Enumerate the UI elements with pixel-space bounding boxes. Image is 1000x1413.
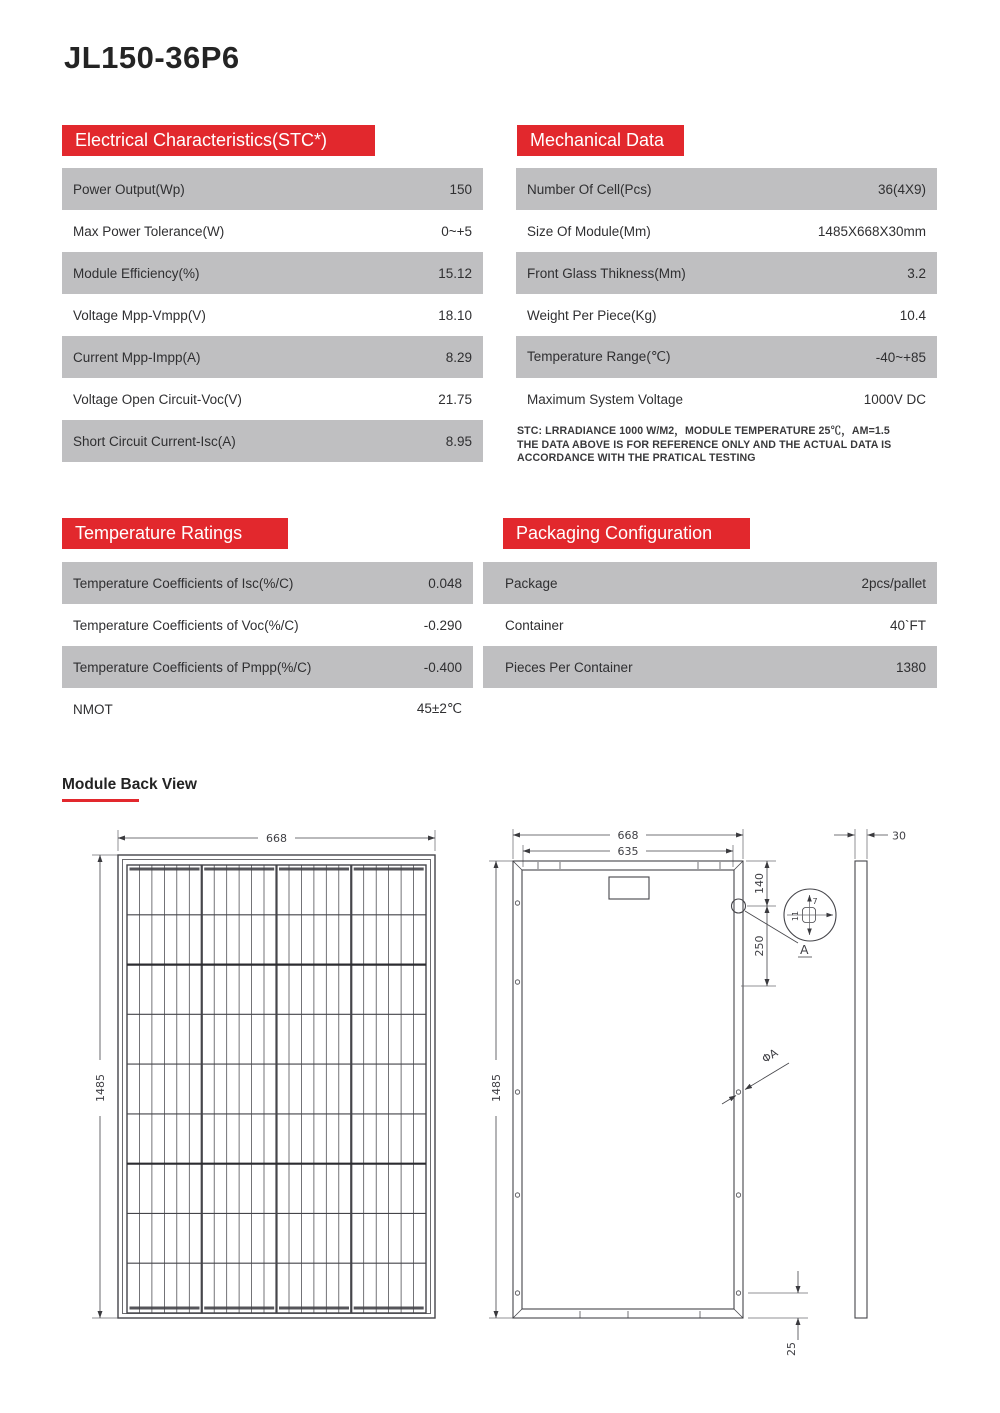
module-grid-view	[92, 830, 435, 1318]
section-header-temperature: Temperature Ratings	[62, 518, 288, 549]
row-value: 150	[449, 181, 472, 197]
frame-back-view	[489, 829, 906, 1357]
table-row	[516, 210, 937, 252]
table-row	[62, 252, 483, 294]
row-label: Front Glass Thikness(Mm)	[527, 265, 686, 281]
row-value: 8.29	[445, 349, 472, 365]
electrical-table	[62, 168, 483, 462]
dim-left-module-height: 1485	[94, 1074, 107, 1102]
row-label: Power Output(Wp)	[73, 181, 185, 197]
dim-slot-height: 11	[791, 910, 800, 922]
table-row	[516, 378, 937, 420]
row-label: Module Efficiency(%)	[73, 265, 200, 281]
temperature-table	[62, 562, 473, 730]
row-label: Pieces Per Container	[505, 659, 633, 675]
bottom-offset-dimension	[748, 1271, 808, 1356]
row-value: 3.2	[907, 265, 926, 281]
row-label: Maximum System Voltage	[527, 391, 684, 407]
row-label: NMOT	[73, 701, 113, 717]
row-value: 21.75	[438, 391, 472, 407]
stc-note	[517, 425, 941, 466]
table-row	[62, 168, 483, 210]
table-row	[62, 210, 483, 252]
rail-tick-marks	[538, 862, 720, 1318]
table-row	[483, 562, 937, 604]
row-value: 40`FT	[889, 617, 926, 633]
dim-left-module-width: 668	[266, 832, 287, 845]
row-label: Temperature Range(℃)	[527, 349, 671, 364]
hole-callout-label: ΦA	[759, 1046, 781, 1066]
row-label: Short Circuit Current-Isc(A)	[73, 433, 236, 449]
dim-bottom-offset: 25	[785, 1342, 798, 1356]
dim-slot-width: 7	[812, 897, 818, 906]
hole-diameter-callout	[722, 1046, 789, 1104]
row-value: 0.048	[428, 575, 462, 591]
row-label: Size Of Module(Mm)	[527, 223, 651, 239]
back-view-title: Module Back View	[62, 776, 197, 793]
row-value: 8.95	[445, 433, 472, 449]
row-value: 0~+5	[441, 223, 472, 239]
table-row	[483, 604, 937, 646]
row-value: -0.400	[423, 659, 462, 675]
row-value: 1380	[895, 659, 926, 675]
row-value: 10.4	[899, 307, 926, 323]
mechanical-table	[516, 168, 937, 420]
row-value: 18.10	[438, 307, 472, 323]
table-row	[62, 378, 483, 420]
section-header-packaging: Packaging Configuration	[503, 518, 750, 549]
table-row	[62, 420, 483, 462]
page-title: JL150-36P6	[64, 40, 240, 75]
detail-circle-a	[784, 889, 836, 941]
dim-jbox-to-hole: 140	[753, 873, 766, 894]
row-value: 1485X668X30mm	[817, 223, 926, 239]
dim-frame-height: 1485	[490, 1074, 503, 1102]
row-label: Temperature Coefficients of Isc(%/C)	[73, 575, 294, 591]
dim-frame-outer-width: 668	[617, 829, 639, 842]
dim-thickness: 30	[892, 829, 906, 843]
row-label: Voltage Mpp-Vmpp(V)	[73, 307, 206, 323]
dim-frame-inner-width: 635	[617, 845, 639, 858]
table-row	[516, 294, 937, 336]
row-label: Package	[505, 575, 558, 591]
table-row	[62, 336, 483, 378]
table-row	[62, 562, 473, 604]
row-value: 45±2℃	[416, 701, 462, 716]
table-row	[62, 688, 473, 730]
row-label: Number Of Cell(Pcs)	[527, 181, 652, 197]
stc-note-line: STC: LRRADIANCE 1000 W/M2，MODULE TEMPERATURE 25℃，AM=1.5	[517, 425, 890, 437]
row-value: -40~+85	[875, 349, 926, 365]
row-label: Container	[505, 617, 564, 633]
row-label: Weight Per Piece(Kg)	[527, 307, 657, 323]
row-label: Voltage Open Circuit-Voc(V)	[73, 391, 242, 407]
row-label: Temperature Coefficients of Pmpp(%/C)	[73, 659, 312, 675]
row-label: Max Power Tolerance(W)	[73, 223, 225, 239]
back-view-underline	[62, 799, 139, 802]
row-value: 15.12	[438, 265, 472, 281]
row-value: 36(4X9)	[877, 181, 926, 197]
row-value: 1000V DC	[863, 391, 926, 407]
table-row	[516, 336, 937, 378]
mounting-holes	[515, 901, 740, 1295]
table-row	[62, 604, 473, 646]
dim-hole-pitch: 250	[753, 935, 766, 957]
row-value: 2pcs/pallet	[861, 575, 926, 591]
table-row	[516, 252, 937, 294]
detail-callout-label: A	[800, 942, 809, 957]
table-row	[516, 168, 937, 210]
table-row	[483, 646, 937, 688]
row-value: -0.290	[423, 617, 462, 633]
packaging-table	[483, 562, 937, 688]
module-back-view-drawing	[60, 815, 960, 1405]
stc-note-line: THE DATA ABOVE IS FOR REFERENCE ONLY AND THE ACTUAL DATA IS	[517, 438, 892, 451]
row-label: Temperature Coefficients of Voc(%/C)	[73, 617, 299, 633]
section-header-mechanical: Mechanical Data	[517, 125, 684, 156]
row-label: Current Mpp-Impp(A)	[73, 349, 201, 365]
section-header-electrical: Electrical Characteristics(STC*)	[62, 125, 375, 156]
stc-note-line: ACCORDANCE WITH THE PRATICAL TESTING	[517, 452, 756, 464]
junction-box	[609, 877, 649, 899]
table-row	[62, 646, 473, 688]
cell-column-separators	[202, 865, 352, 1313]
side-profile-view	[834, 829, 906, 1318]
table-row	[62, 294, 483, 336]
